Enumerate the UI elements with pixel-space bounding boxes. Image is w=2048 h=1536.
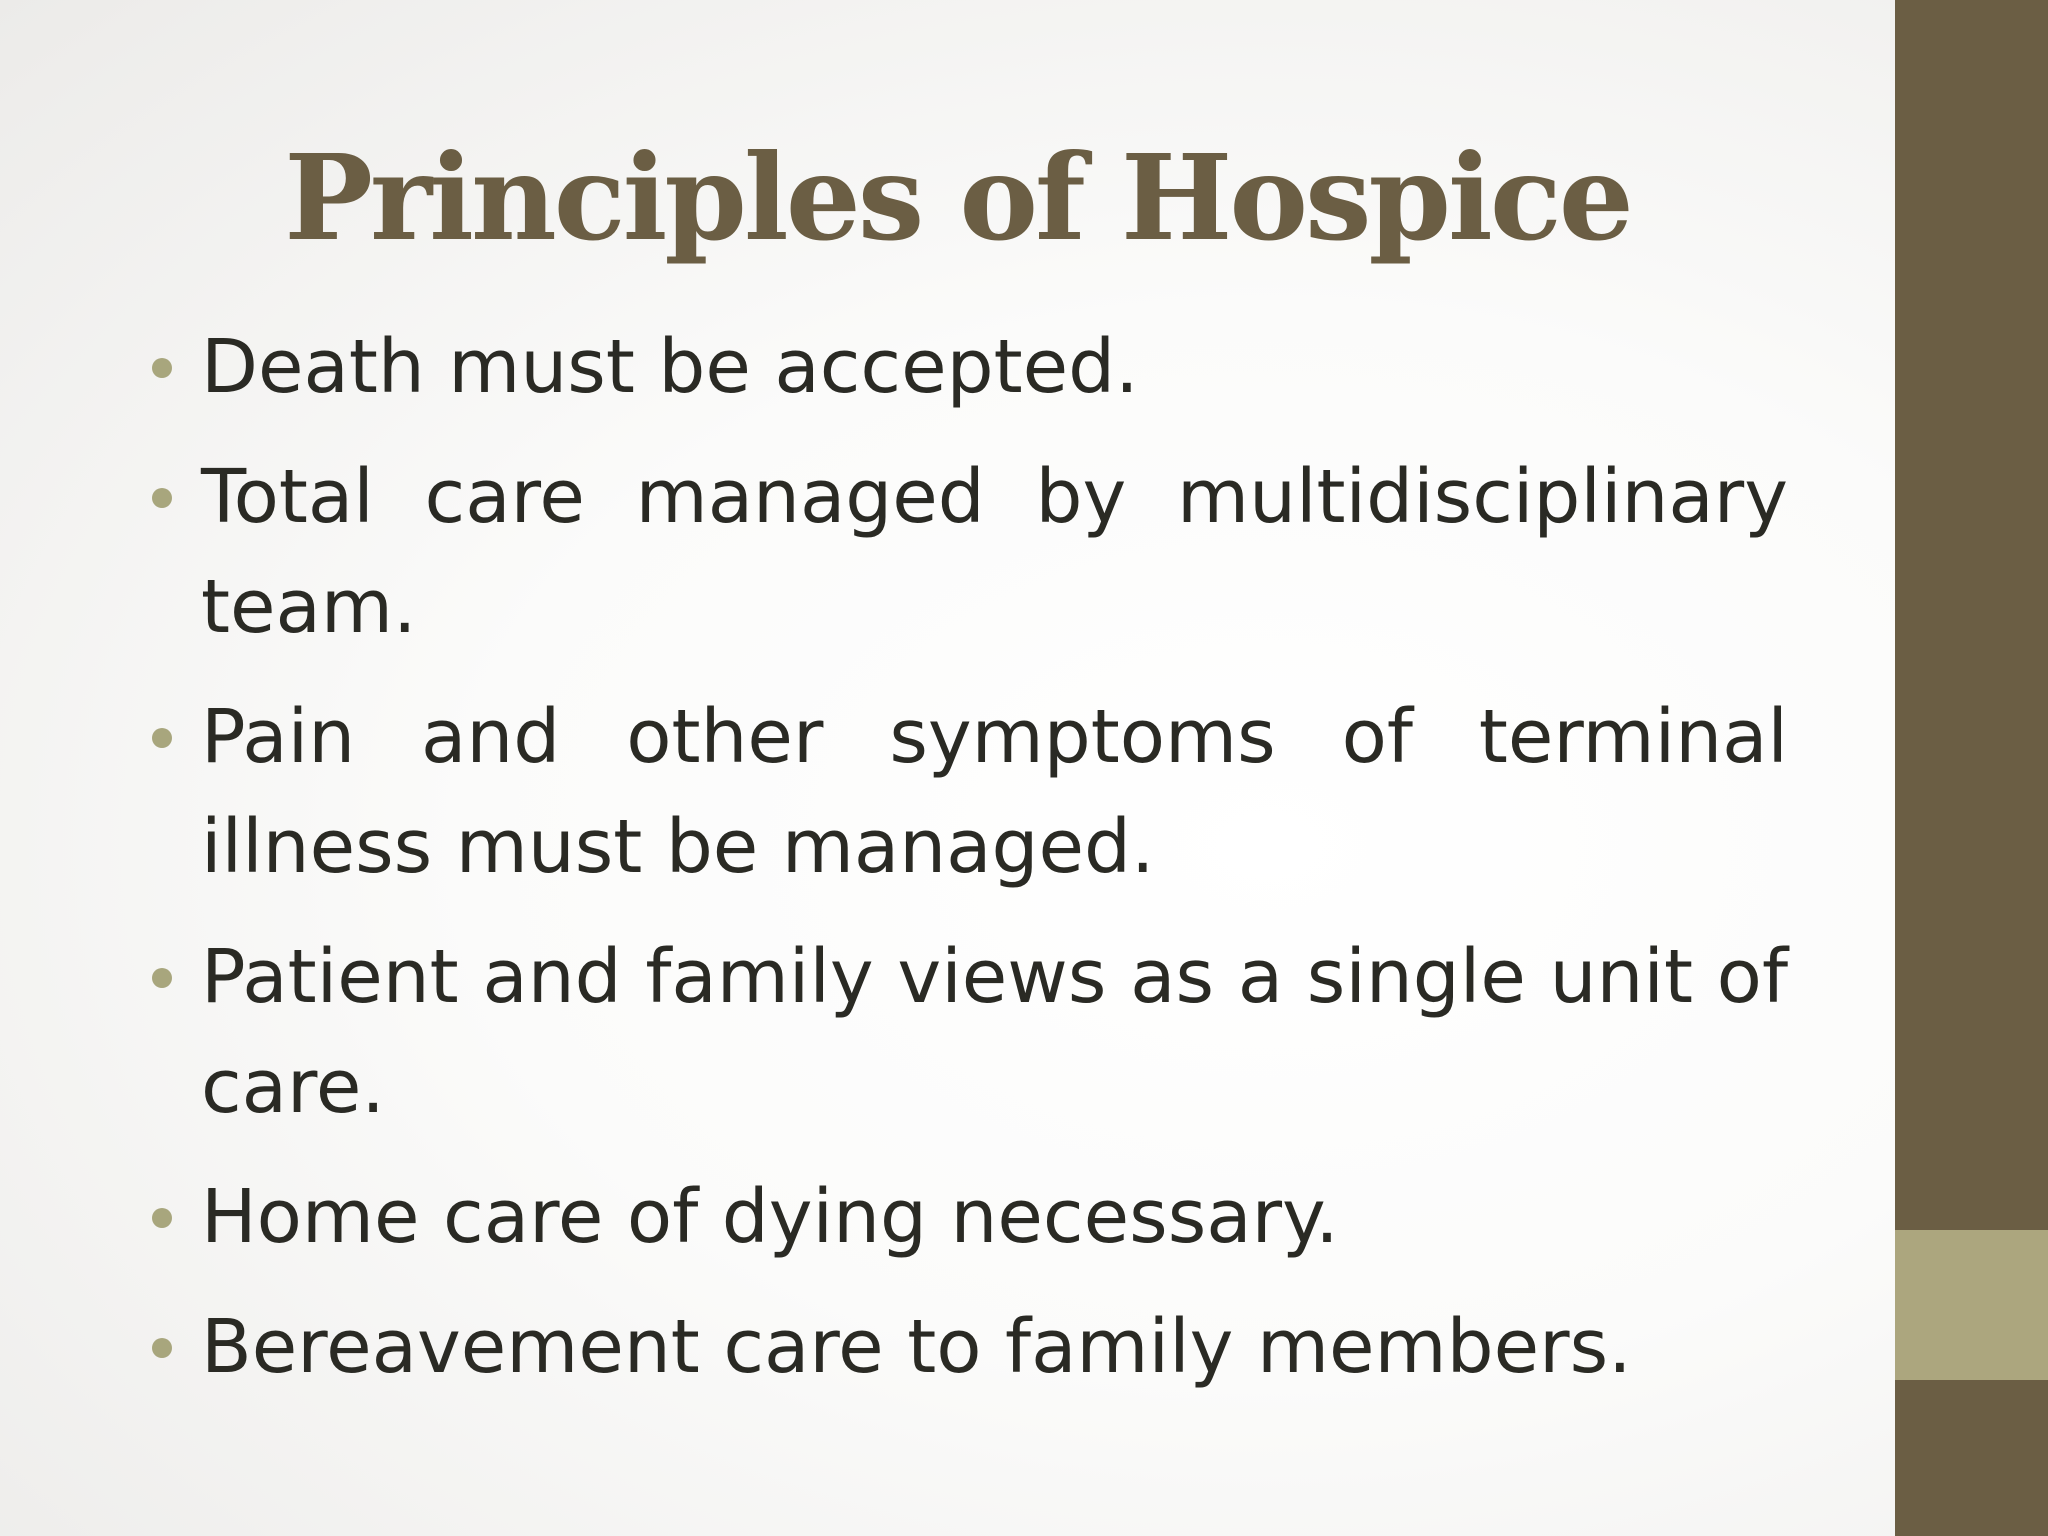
bullet-item [148, 442, 1788, 662]
bullet-text: Death must be accepted. [201, 324, 1139, 410]
bullet-item [148, 1162, 1788, 1272]
bullet-item [148, 922, 1788, 1142]
bullet-item [148, 1292, 1788, 1402]
bullet-marker-icon [152, 488, 172, 508]
bullet-text: Total care managed by multidisciplinary team. [201, 454, 1788, 650]
bullet-marker-icon [152, 728, 172, 748]
bullet-item [148, 312, 1788, 422]
side-bar-top-band [1895, 0, 2048, 1230]
bullet-text: Pain and other symptoms of terminal illness must be managed. [201, 694, 1788, 890]
side-bar-accent-band [1895, 1230, 2048, 1380]
bullet-marker-icon [152, 1208, 172, 1228]
bullet-text: Bereavement care to family members. [201, 1304, 1632, 1390]
side-bar-bottom-band [1895, 1380, 2048, 1536]
bullet-marker-icon [152, 1338, 172, 1358]
slide-title: Principles of Hospice [284, 128, 1631, 267]
bullet-item [148, 682, 1788, 902]
bullet-text: Home care of dying necessary. [201, 1174, 1339, 1260]
bullet-list [148, 312, 1788, 1422]
bullet-marker-icon [152, 358, 172, 378]
decorative-side-bar [1895, 0, 2048, 1536]
bullet-marker-icon [152, 968, 172, 988]
bullet-text: Patient and family views as a single unit of care. [201, 934, 1788, 1130]
